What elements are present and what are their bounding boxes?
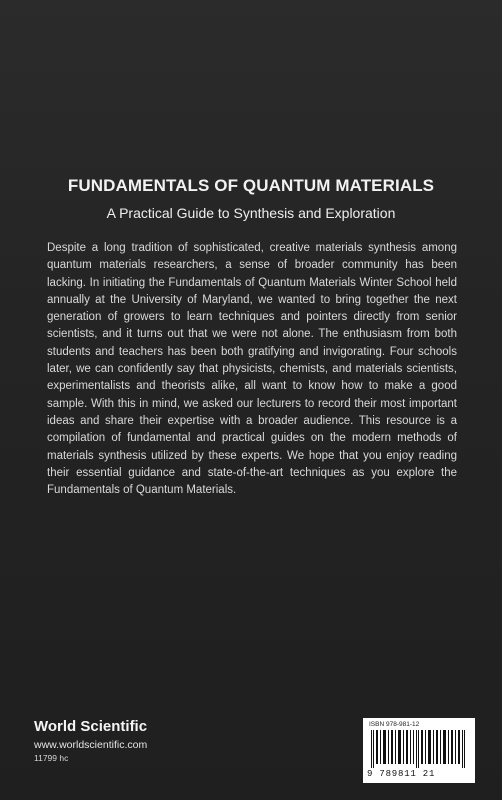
book-blurb: Despite a long tradition of sophisticated, creative materials synthesis among quantum materials researchers, a sense of broader community has been lacking. In initiating the Fundamentals of Quantum Materials Winter School held annually at the University of Maryland, we wanted to bring together the next generation of growers to learn techniques and pointers directly from senior scientists, and it turns out that we were not alone. The enthusiasm from both students and teachers has been both gratifying and invigorating. Four schools later, we can confidently say that physicists, chemists, and materials scientists, experimentalists and theorists alike, all want to know how to make a good sample. With this in mind, we asked our lecturers to record their most important ideas and share their expertise with a broader audience. This resource is a compilation of fundamental and practical guides on the modern methods of materials synthesis utilized by these experts. We hope that you enjoy reading their essential guidance and state-of-the-art techniques as you explore the Fundamentals of Quantum Materials. (47, 242, 457, 497)
barcode-bars (371, 730, 467, 768)
barcode-digits: 9 789811 21 (367, 769, 436, 779)
product-code: 11799 hc (34, 753, 69, 763)
publisher-block (34, 718, 147, 764)
isbn-barcode (363, 718, 475, 783)
book-title: FUNDAMENTALS OF QUANTUM MATERIALS (67, 176, 435, 195)
book-subtitle: A Practical Guide to Synthesis and Exploration (106, 205, 396, 221)
publisher-url: www.worldscientific.com (34, 739, 148, 751)
publisher-name: World Scientific (34, 718, 148, 735)
isbn-label: ISBN 978-981-12 (369, 721, 420, 728)
